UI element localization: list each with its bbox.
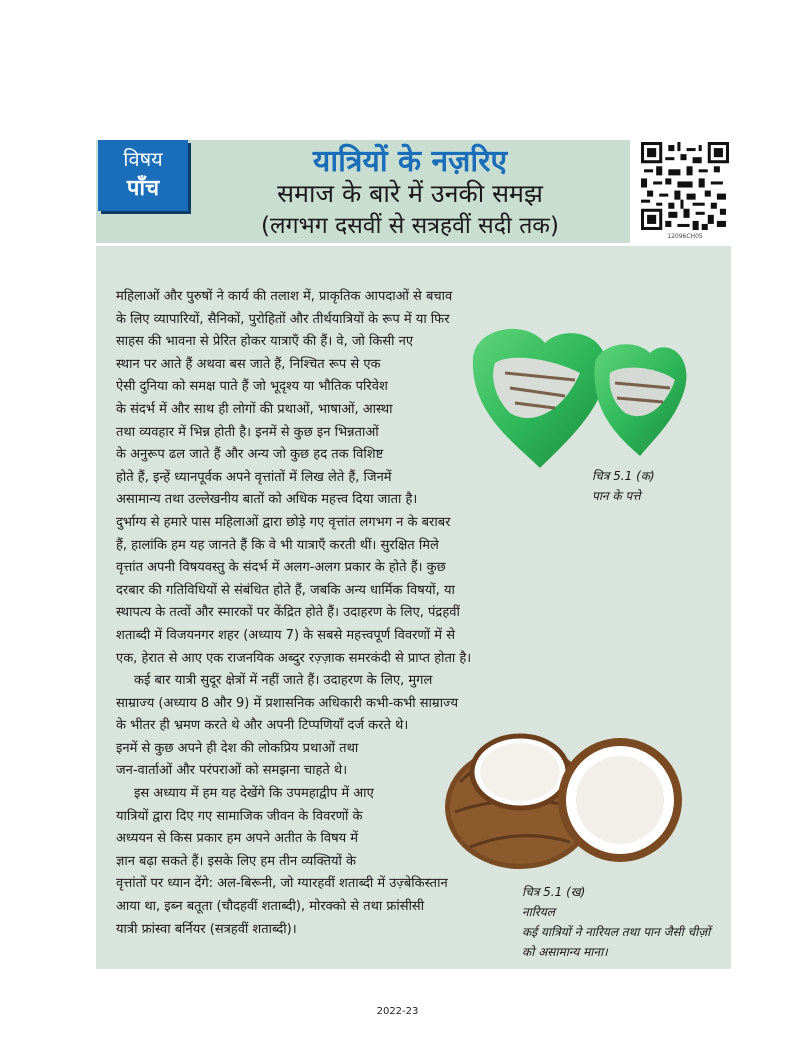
text-line: इनमें से कुछ अपने ही देश की लोकप्रिय प्रथाओं तथा <box>116 740 359 756</box>
qr-code-icon[interactable] <box>641 142 729 230</box>
figure-label: चित्र 5.1 (क) <box>592 469 655 483</box>
text-line: यात्री फ्रांस्वा बर्नियर (सत्रहवीं शताब्दी)। <box>116 921 297 937</box>
chapter-number-box <box>98 140 188 211</box>
text-line: दुर्भाग्य से हमारे पास महिलाओं द्वारा छोड़े गए वृत्तांत लगभग न के बराबर <box>116 514 451 530</box>
chapter-period: (लगभग दसवीं से सत्रहवीं सदी तक) <box>261 213 559 239</box>
text-line: वृत्तांत अपनी विषयवस्तु के संदर्भ में अलग-अलग प्रकार के होते हैं। कुछ <box>116 560 446 576</box>
chapter-title: यात्रियों के नज़रिए <box>312 144 508 179</box>
chapter-subtitle: समाज के बारे में उनकी समझ <box>277 179 543 208</box>
text-line: के अनुरूप ढल जाते हैं और अन्य जो कुछ हद तक विशिष्ट <box>116 447 384 463</box>
text-line: तथा व्यवहार में भिन्न होती है। इनमें से कुछ इन भिन्नताओं <box>116 424 379 440</box>
text-line: महिलाओं और पुरुषों ने कार्य की तलाश में, प्राकृतिक आपदाओं से बचाव <box>116 289 453 304</box>
text-line: स्थापत्य के तत्वों और स्मारकों पर केंद्रित होते हैं। उदाहरण के लिए, पंद्रहवीं <box>116 605 460 621</box>
text-line: हैं, हालांकि हम यह जानते हैं कि वे भी यात्राएँ करती थीं। सुरक्षित मिले <box>116 537 439 553</box>
subject-number: पाँच <box>126 176 160 201</box>
text-line: अध्ययन से किस प्रकार हम अपने अतीत के विषय में <box>116 831 359 847</box>
text-line: साहस की भावना से प्रेरित होकर यात्राएँ की हैं। वे, जो किसी नए <box>116 334 414 350</box>
text-line: कई बार यात्री सुदूर क्षेत्रों में नहीं जाते हैं। उदाहरण के लिए, मुगल <box>134 673 433 689</box>
text-line: इस अध्याय में हम यह देखेंगे कि उपमहाद्वीप में आए <box>134 786 374 802</box>
text-line: शताब्दी में विजयनगर शहर (अध्याय 7) के सबसे महत्त्वपूर्ण विवरणों में से <box>116 627 455 643</box>
figure-caption-2 <box>522 882 722 962</box>
text-line: ज्ञान बढ़ा सकते हैं। इसके लिए हम तीन व्यक्तियों के <box>116 853 357 869</box>
text-line: यात्रियों द्वारा दिए गए सामाजिक जीवन के विवरणों के <box>116 808 363 824</box>
figure-title: नारियल <box>522 905 555 919</box>
subject-label: विषय <box>123 147 163 171</box>
text-line: वृत्तांतों पर ध्यान देंगे: अल-बिरूनी, जो ग्यारहवीं शताब्दी में उज़्बेकिस्तान <box>116 876 448 892</box>
text-line: के संदर्भ में और साथ ही लोगों की प्रथाओं, भाषाओं, आस्था <box>116 401 393 417</box>
text-line: असामान्य तथा उल्लेखनीय बातों को अधिक महत्त्व दिया जाता है। <box>116 492 418 508</box>
text-line: ऐसी दुनिया को समक्ष पाते हैं जो भूदृश्य या भौतिक परिवेश <box>116 379 388 395</box>
figure-label: चित्र 5.1 (ख) <box>522 885 586 899</box>
text-line: के भीतर ही भ्रमण करते थे और अपनी टिप्पणियाँ दर्ज करते थे। <box>116 718 409 734</box>
text-line: के लिए व्यापारियों, सैनिकों, पुरोहितों और तीर्थयात्रियों के रूप में या फिर <box>116 311 450 327</box>
text-line: होते हैं, इन्हें ध्यानपूर्वक अपने वृत्तांतों में लिख लेते हैं, जिनमें <box>116 469 392 485</box>
text-line: आया था, इब्न बतूता (चौदहवीं शताब्दी), मोरक्को से तथा फ्रांसीसी <box>116 899 425 915</box>
text-line: दरबार की गतिविधियों से संबंधित होते हैं, जबकि अन्य धार्मिक विषयों, या <box>116 582 455 598</box>
figure-note: कई यात्रियों ने नारियल तथा पान जैसी चीज़ों को असामान्य माना। <box>522 925 711 959</box>
qr-code-id: 12096CH05 <box>667 233 703 240</box>
coconut-image <box>440 712 686 877</box>
figure-caption-1 <box>592 466 712 506</box>
text-line: साम्राज्य (अध्याय 8 और 9) में प्रशासनिक अधिकारी कभी-कभी साम्राज्य <box>116 695 459 711</box>
page-year: 2022-23 <box>376 1006 419 1017</box>
text-line: एक, हेरात से आए एक राजनयिक अब्दुर रज़्ज़ाक समरकंदी से प्राप्त होता है। <box>116 650 472 666</box>
figure-title: पान के पत्ते <box>592 489 641 503</box>
text-line: स्थान पर आते हैं अथवा बस जाते हैं, निश्चित रूप से एक <box>116 356 381 372</box>
text-line: जन-वार्ताओं और परंपराओं को समझना चाहते थे। <box>116 763 348 779</box>
